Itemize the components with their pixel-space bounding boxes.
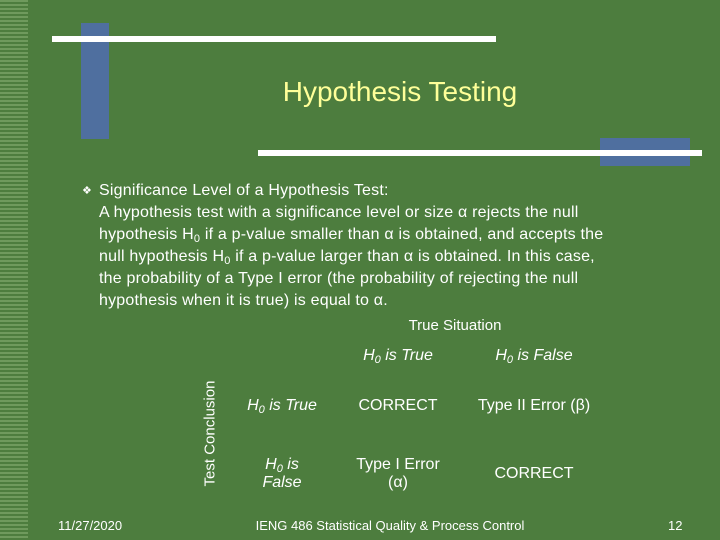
footer-course-title: IENG 486 Statistical Quality & Process Control (255, 518, 525, 533)
cell-correct: CORRECT (358, 397, 438, 414)
slide-title: Hypothesis Testing (282, 76, 518, 107)
cell-type-ii-error: Type II Error (β) (477, 397, 591, 414)
bullet-text (99, 180, 679, 312)
bullet-line-3: null hypothesis $H_0$ if a p-value larger than α is obtained. In this case, (99, 248, 595, 267)
page-number: 12 (668, 518, 683, 533)
table-row (230, 434, 606, 514)
white-line-decoration-bottom (258, 150, 702, 156)
error-table (230, 334, 606, 514)
col-header-h0-false: $H_0$ is False (495, 347, 573, 366)
bullet-heading: Significance Level of a Hypothesis Test: (99, 182, 389, 199)
column-group-label: True Situation (408, 317, 502, 334)
row-header-h0-true: $H_0$ is True (247, 397, 317, 416)
cell-type-i-error: Type I Error (α) (356, 456, 440, 491)
white-line-decoration-top (52, 36, 496, 42)
table-row (230, 378, 606, 434)
row-header-h0-false: $H_0$ is False (262, 456, 302, 491)
bullet-line-2: hypothesis $H_0$ if a p-value smaller than α is obtained, and accepts the (99, 226, 604, 245)
footer-date: 11/27/2020 (58, 518, 123, 533)
col-header-h0-true: $H_0$ is True (363, 347, 433, 366)
table-corner (230, 334, 334, 378)
bullet-line-4: the probability of a Type I error (the probability of rejecting the null (99, 270, 579, 287)
cell-correct: CORRECT (494, 465, 574, 482)
row-group-label: Test Conclusion (201, 380, 219, 487)
left-stripe-decoration (0, 0, 28, 540)
bullet-diamond-icon: ❖ (82, 185, 92, 197)
bullet-line-1: A hypothesis test with a significance level or size α rejects the null (99, 204, 579, 221)
bullet-line-5: hypothesis when it is true) is equal to α. (99, 292, 388, 309)
